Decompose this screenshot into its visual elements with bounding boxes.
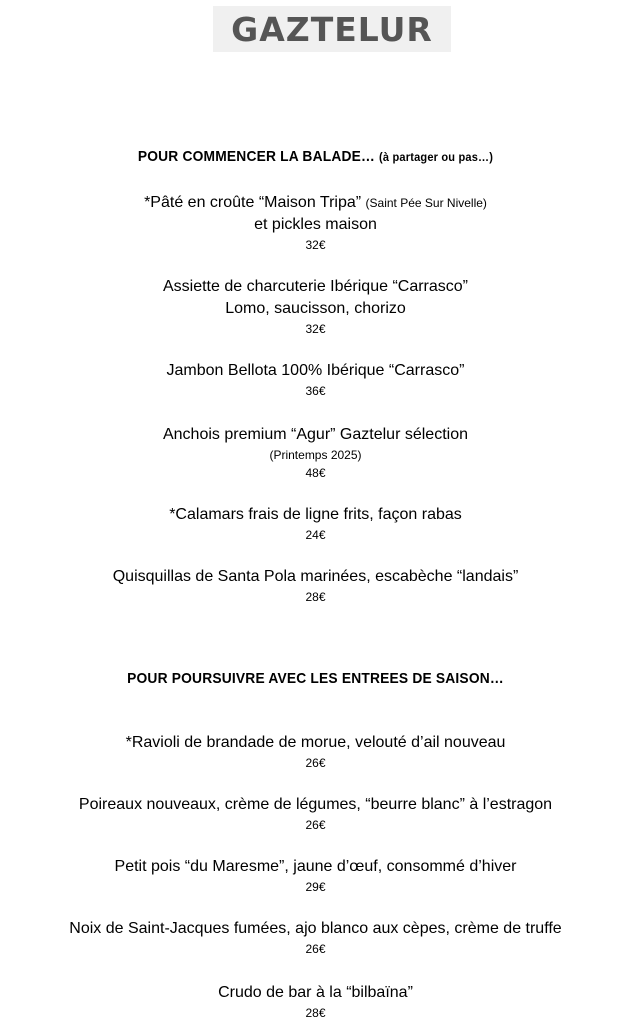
menu-item-quisquillas: Quisquillas de Santa Pola marinées, escabèche “landais” bbox=[112, 568, 519, 585]
section-title-note: (à partager ou pas…) bbox=[379, 150, 494, 164]
menu-item-crudo: Crudo de bar à la “bilbaïna” bbox=[218, 984, 413, 1001]
menu-item-poireaux: Poireaux nouveaux, crème de légumes, “beurre blanc” à l’estragon bbox=[78, 796, 553, 813]
menu-item-price: 24€ bbox=[305, 528, 326, 542]
menu-item-name: *Pâté en croûte “Maison Tripa” bbox=[144, 194, 362, 211]
menu-item-price: 26€ bbox=[305, 818, 326, 832]
menu-item-price: 36€ bbox=[305, 384, 326, 398]
menu-item-saint-jacques: Noix de Saint-Jacques fumées, ajo blanco aux cèpes, crème de truffe bbox=[69, 920, 562, 937]
menu-item-anchois: Anchois premium “Agur” Gaztelur sélection bbox=[162, 426, 468, 443]
menu-item-calamars: *Calamars frais de ligne frits, façon rabas bbox=[169, 506, 462, 523]
menu-item-note: (Printemps 2025) bbox=[269, 448, 362, 462]
logo bbox=[213, 6, 451, 52]
menu-item-price: 28€ bbox=[305, 1006, 326, 1020]
menu-item-price: 26€ bbox=[305, 756, 326, 770]
menu-item-name-note: (Saint Pée Sur Nivelle) bbox=[365, 196, 487, 210]
menu-item-charcuterie: Assiette de charcuterie Ibérique “Carrasco” bbox=[162, 278, 469, 295]
menu-item-line2: Lomo, saucisson, chorizo bbox=[225, 300, 406, 317]
menu-item-price: 28€ bbox=[305, 590, 326, 604]
menu-item-price: 26€ bbox=[305, 942, 326, 956]
menu-item-jambon: Jambon Bellota 100% Ibérique “Carrasco” bbox=[166, 362, 465, 379]
menu-item-line2: et pickles maison bbox=[254, 216, 377, 233]
logo-text: GAZTELUR bbox=[231, 9, 433, 49]
section-title-text: POUR POURSUIVRE AVEC LES ENTREES DE SAISON… bbox=[127, 670, 504, 687]
menu-item-price: 29€ bbox=[305, 880, 326, 894]
menu-item-price: 32€ bbox=[305, 238, 326, 252]
menu-item-ravioli: *Ravioli de brandade de morue, velouté d’ail nouveau bbox=[125, 734, 506, 751]
menu-item-pate bbox=[0, 194, 631, 212]
menu-item-price: 32€ bbox=[305, 322, 326, 336]
menu-item-petit-pois: Petit pois “du Maresme”, jaune d’œuf, consommé d’hiver bbox=[114, 858, 517, 875]
section-title-text: POUR COMMENCER LA BALADE… bbox=[137, 148, 376, 165]
menu-item-price: 48€ bbox=[305, 466, 326, 480]
section-title-entrees bbox=[25, 670, 606, 687]
section-title-commencer bbox=[25, 148, 606, 165]
